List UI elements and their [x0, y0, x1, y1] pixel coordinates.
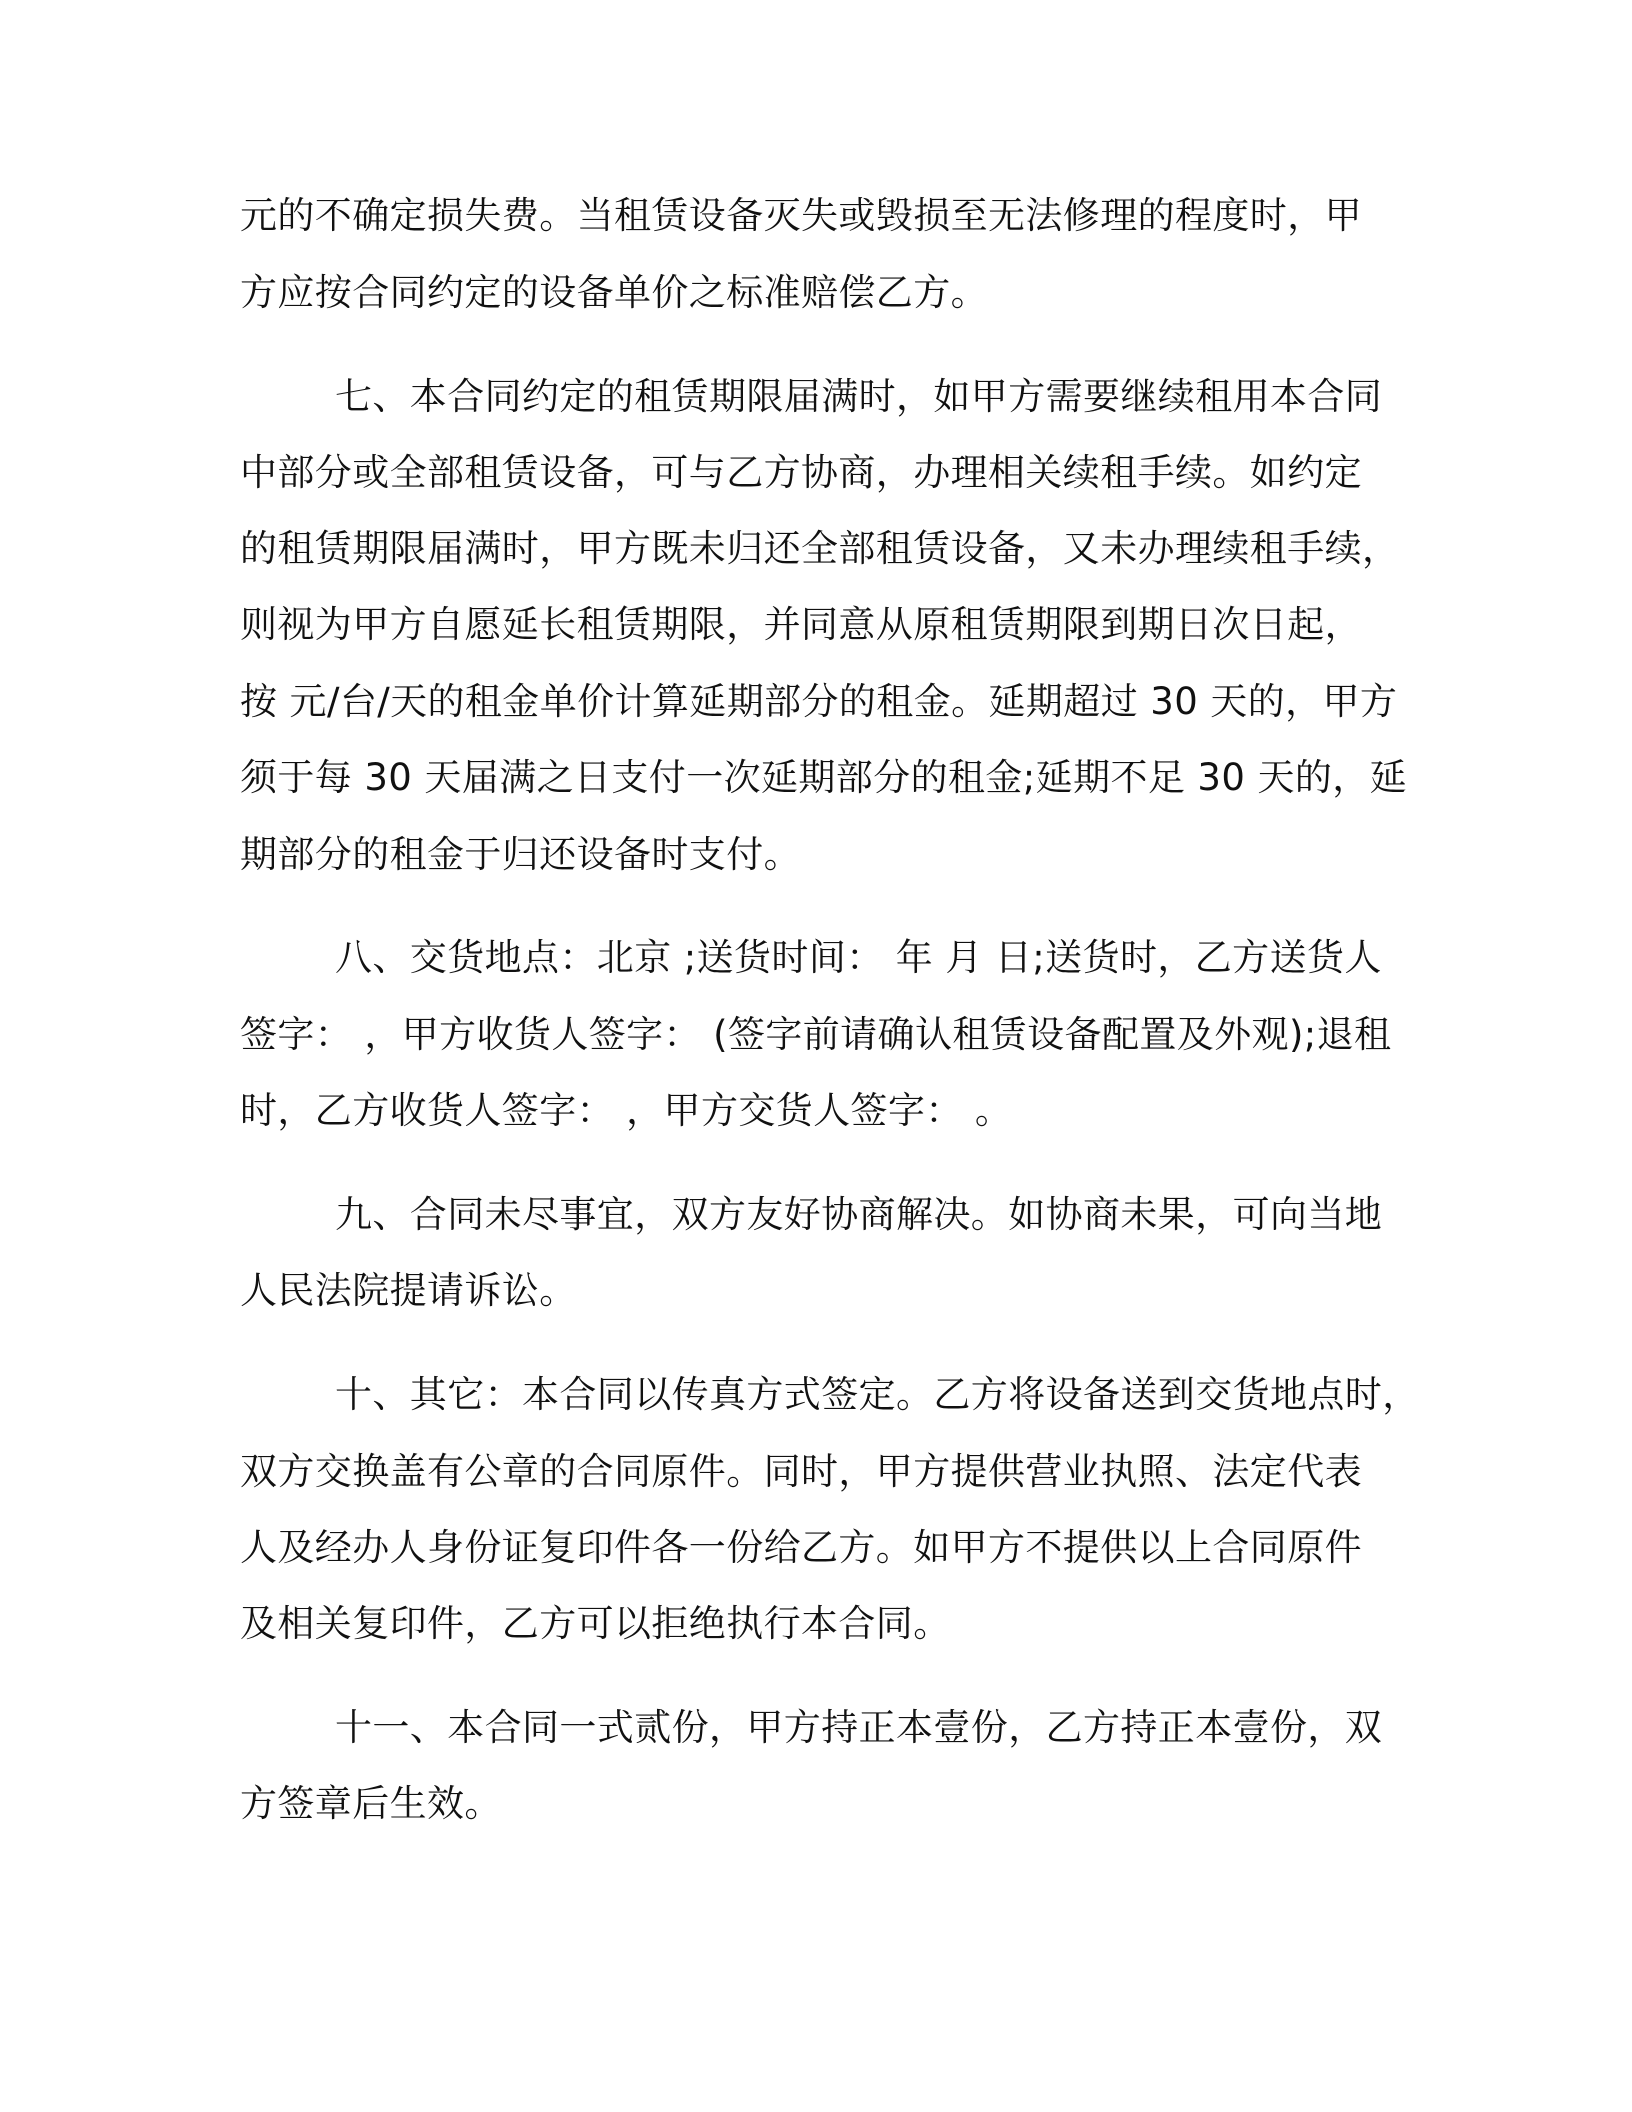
paragraph-eight-start: 八、交货地点：北京 ;送货时间： 年 月 日;送货时，乙方送货人: [335, 936, 1382, 979]
text-line: 时，乙方收货人签字： ，甲方交货人签字： 。: [240, 1089, 1013, 1132]
text-line: 方签章后生效。: [240, 1782, 502, 1825]
text-line: 人及经办人身份证复印件各一份给乙方。如甲方不提供以上合同原件: [240, 1526, 1362, 1569]
text-line: 双方交换盖有公章的合同原件。同时，甲方提供营业执照、法定代表: [240, 1450, 1362, 1493]
paragraph-eleven-start: 十一、本合同一式贰份，甲方持正本壹份，乙方持正本壹份，双: [335, 1706, 1383, 1749]
text-line: 的租赁期限届满时，甲方既未归还全部租赁设备，又未办理续租手续，: [240, 527, 1400, 570]
text-line: 须于每 30 天届满之日支付一次延期部分的租金;延期不足 30 天的，延: [240, 756, 1408, 799]
text-line: 中部分或全部租赁设备，可与乙方协商，办理相关续租手续。如约定: [240, 451, 1362, 494]
text-line: 期部分的租金于归还设备时支付。: [240, 833, 801, 876]
text-line: 则视为甲方自愿延长租赁期限，并同意从原租赁期限到期日次日起，: [240, 603, 1362, 646]
paragraph-nine-start: 九、合同未尽事宜，双方友好协商解决。如协商未果，可向当地: [335, 1193, 1383, 1236]
text-line: 及相关复印件，乙方可以拒绝执行本合同。: [240, 1602, 951, 1645]
text-line: 方应按合同约定的设备单价之标准赔偿乙方。: [240, 271, 988, 314]
text-line: 元的不确定损失费。当租赁设备灭失或毁损至无法修理的程度时，甲: [240, 194, 1362, 237]
paragraph-ten-start: 十、其它：本合同以传真方式签定。乙方将设备送到交货地点时，: [335, 1373, 1420, 1416]
text-line: 签字： ，甲方收货人签字： (签字前请确认租赁设备配置及外观);退租: [240, 1013, 1392, 1056]
text-line: 按 元/台/天的租金单价计算延期部分的租金。延期超过 30 天的，甲方: [240, 680, 1398, 723]
paragraph-seven-start: 七、本合同约定的租赁期限届满时，如甲方需要继续租用本合同: [335, 375, 1383, 418]
text-line: 人民法院提请诉讼。: [240, 1269, 577, 1312]
